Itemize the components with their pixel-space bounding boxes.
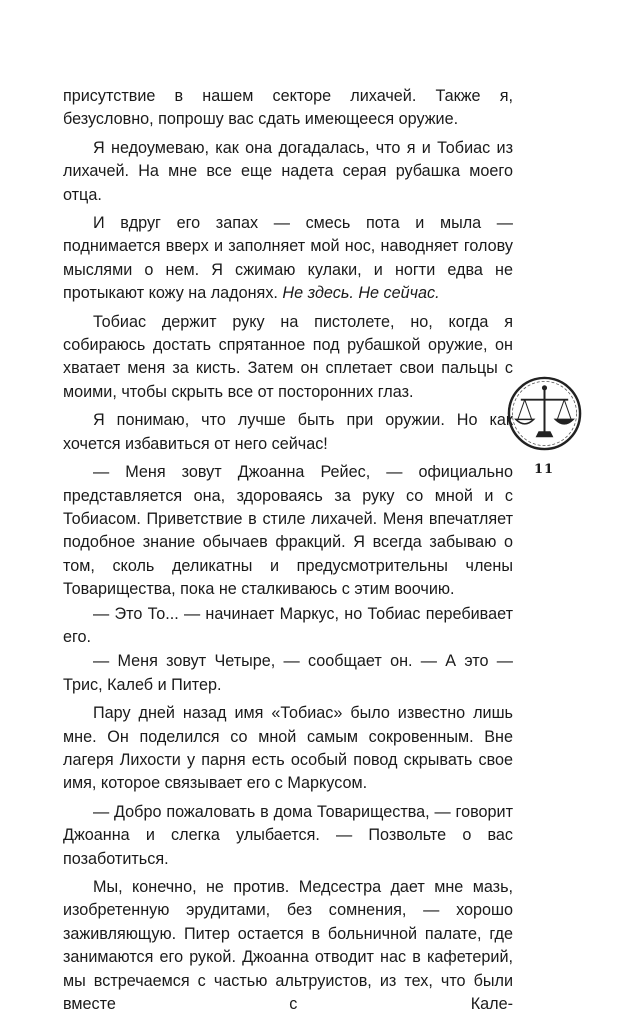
body-text — [63, 85, 513, 1021]
scales-of-justice-icon — [505, 374, 584, 453]
paragraph: присутствие в нашем секторе лихачей. Также я, безусловно, попрошу вас сдать имеющееся оружие. — [63, 87, 513, 129]
paragraph: — Это То... — начинает Маркус, но Тобиас перебивает его. — [63, 604, 513, 646]
paragraph: — Меня зовут Джоанна Рейес, — официально представляется она, здороваясь за руку со мной и с Тобиасом. Приветствие в стиле лихачей. Меня впечатляет подобное знание обычаев фракций. Я всегда забываю о том, сколь деликатны и предусмотрительны члены Товарищества, пока не сталкиваюсь с этим воочию. — [63, 463, 513, 599]
paragraph: — Добро пожаловать в дома Товарищества, — говорит Джоанна и слегка улыбается. — Позвольте о вас позаботиться. — [63, 802, 513, 868]
paragraph: Мы, конечно, не против. Медсестра дает мне мазь, изобретенную эрудитами, без сомнения, — хорошо заживляющую. Питер остается в больничной палате, где занимаются его рукой. Джоанна отводит нас в кафетерий, мы встречаемся с частью альтруистов, из тех, что были вместе с Кале- — [63, 878, 513, 1014]
paragraph: Тобиас держит руку на пистолете, но, когда я собираюсь достать спрятанное под рубашкой оружие, он хватает меня за кисть. Затем он сплетает свои пальцы с моими, чтобы скрыть все от посторонних глаз. — [63, 312, 513, 401]
page-number: 11 — [533, 462, 555, 477]
paragraph: Я недоумеваю, как она догадалась, что я и Тобиас из лихачей. На мне все еще надета серая рубашка моего отца. — [63, 138, 513, 204]
paragraph: — Меня зовут Четыре, — сообщает он. — А это — Трис, Калеб и Питер. — [63, 652, 513, 694]
paragraph — [63, 212, 513, 306]
paragraph-text: И вдруг его запах — смесь пота и мыла — поднимается вверх и заполняет мой нос, наводняет голову мыслями о нем. Я сжимаю кулаки, и ногти едва не протыкают кожу на ладонях. — [63, 214, 513, 303]
paragraph: Я понимаю, что лучше быть при оружии. Но как хочется избавиться от него сейчас! — [63, 411, 513, 453]
paragraph: Пару дней назад имя «Тобиас» было известно лишь мне. Он поделился со мной самым сокровенным. Вне лагеря Лихости у парня есть особый повод скрывать свое имя, которое связывает его с Маркусом. — [63, 704, 513, 793]
paragraph-italic-text: Не здесь. Не сейчас. — [282, 284, 440, 303]
